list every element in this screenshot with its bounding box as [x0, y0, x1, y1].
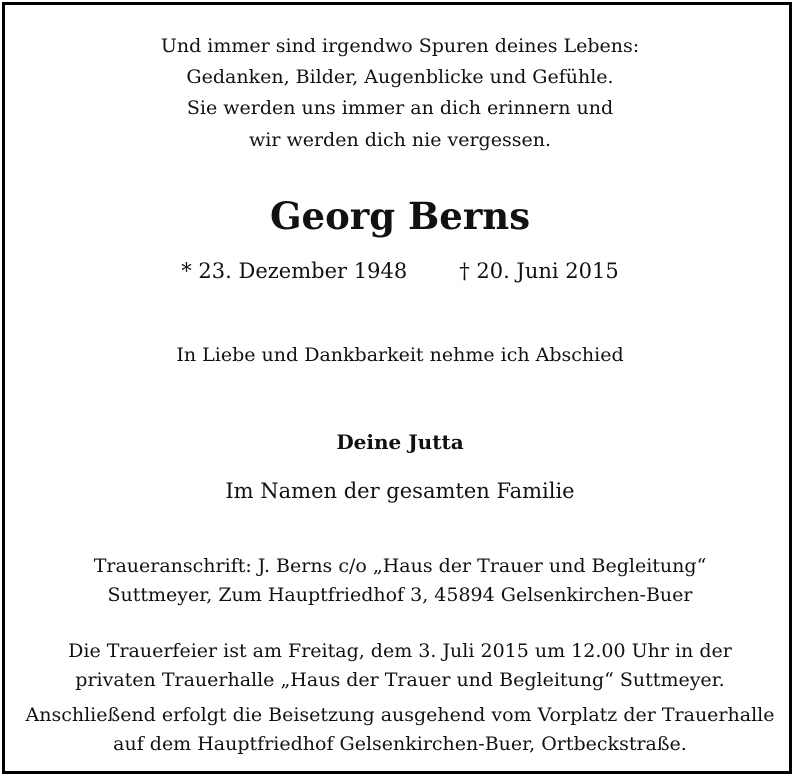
address-line-1: Traueranschrift: J. Berns c/o „Haus der Trauer und Begleitung“	[93, 555, 707, 577]
farewell-text: In Liebe und Dankbarkeit nehme ich Abschied	[176, 344, 624, 366]
poem-line-1: Und immer sind irgendwo Spuren deines Lebens:	[160, 35, 640, 57]
birth-date: * 23. Dezember 1948	[181, 259, 408, 283]
deceased-name: Georg Berns	[269, 194, 531, 238]
service-line-4: auf dem Hauptfriedhof Gelsenkirchen-Buer, Ortbeckstraße.	[113, 733, 687, 755]
poem-line-4: wir werden dich nie vergessen.	[249, 129, 551, 151]
family-text: Im Namen der gesamten Familie	[225, 479, 575, 503]
address-line-2: Suttmeyer, Zum Hauptfriedhof 3, 45894 Gelsenkirchen-Buer	[107, 584, 693, 606]
poem-line-3: Sie werden uns immer an dich erinnern und	[186, 97, 614, 119]
service-line-3: Anschließend erfolgt die Beisetzung ausgehend vom Vorplatz der Trauerhalle	[25, 704, 775, 726]
poem-line-2: Gedanken, Bilder, Augenblicke und Gefühle.	[186, 66, 614, 88]
death-date: † 20. Juni 2015	[459, 259, 619, 283]
service-line-2: privaten Trauerhalle „Haus der Trauer und Begleitung“ Suttmeyer.	[75, 669, 725, 691]
service-line-1: Die Trauerfeier ist am Freitag, dem 3. Juli 2015 um 12.00 Uhr in der	[68, 640, 732, 662]
signer-name: Deine Jutta	[336, 430, 464, 454]
life-dates	[0, 258, 800, 284]
